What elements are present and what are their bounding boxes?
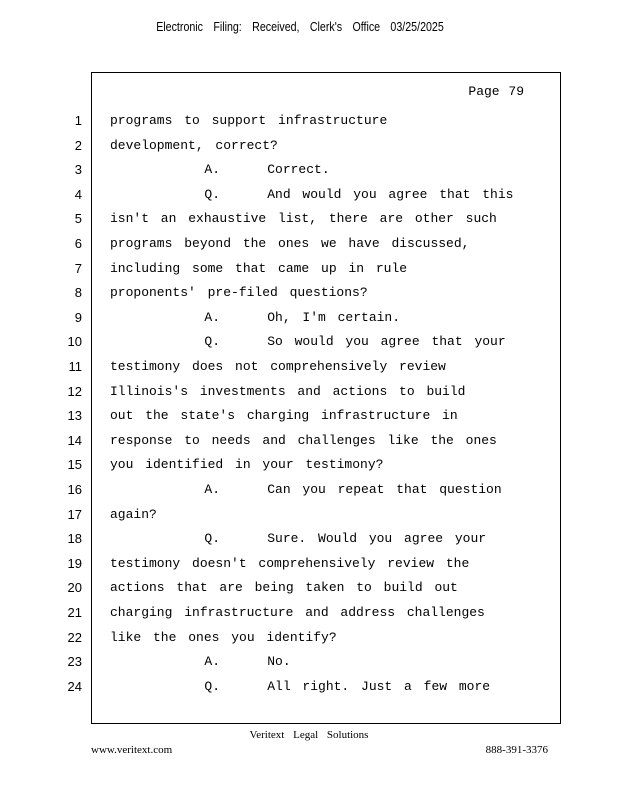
line-text: Q. Sure. Would you agree your — [110, 531, 487, 547]
line-text: including some that came up in rule — [110, 260, 408, 276]
line-number: 5 — [74, 211, 82, 227]
line-text: Q. All right. Just a few more — [110, 678, 491, 694]
line-number: 10 — [67, 334, 82, 350]
line-number: 1 — [74, 113, 82, 128]
transcript-page — [67, 72, 561, 724]
line-text: programs to support infrastructure — [110, 113, 388, 128]
line-text: Q. So would you agree that your — [110, 334, 506, 350]
line-text: A. No. — [110, 654, 291, 670]
line-number: 16 — [67, 482, 82, 497]
line-text: testimony doesn't comprehensively review the — [110, 555, 470, 571]
line-number: 19 — [67, 555, 82, 571]
line-text: proponents' pre-filed questions? — [110, 285, 368, 301]
page-number: Page 79 — [468, 84, 524, 99]
line-number: 3 — [74, 162, 82, 178]
line-number: 9 — [74, 309, 82, 325]
line-number: 13 — [67, 408, 82, 424]
line-text: out the state's charging infrastructure in — [110, 408, 458, 424]
line-number: 17 — [67, 506, 82, 522]
line-text: charging infrastructure and address challenges — [110, 605, 485, 620]
line-number: 22 — [67, 629, 82, 645]
line-text: again? — [110, 506, 157, 522]
line-number: 12 — [67, 383, 82, 399]
line-number: 6 — [74, 236, 82, 251]
line-text: Q. And would you agree that this — [110, 186, 514, 202]
line-text: you identified in your testimony? — [110, 457, 384, 473]
footer-company: Veritext Legal Solutions — [249, 729, 369, 741]
line-number: 2 — [74, 137, 82, 153]
line-number: 7 — [74, 260, 82, 276]
line-number: 8 — [74, 285, 82, 301]
line-number: 18 — [67, 531, 82, 547]
line-text: A. Oh, I'm certain. — [110, 309, 401, 325]
line-text: A. Can you repeat that question — [110, 482, 502, 497]
line-text: A. Correct. — [110, 162, 330, 178]
line-number: 14 — [67, 432, 82, 448]
line-number: 24 — [67, 678, 82, 694]
line-text: actions that are being taken to build out — [110, 580, 458, 596]
line-number: 23 — [67, 654, 82, 670]
footer-phone: 888-391-3376 — [485, 744, 548, 756]
line-text: development, correct? — [110, 137, 278, 153]
line-number: 21 — [67, 605, 82, 620]
line-text: response to needs and challenges like the ones — [110, 432, 497, 448]
footer-website: www.veritext.com — [91, 744, 173, 756]
line-number: 11 — [68, 359, 82, 374]
line-number: 4 — [74, 186, 82, 202]
line-text: programs beyond the ones we have discussed, — [110, 236, 470, 251]
line-text: like the ones you identify? — [110, 629, 337, 645]
line-number: 15 — [67, 457, 82, 473]
line-text: isn't an exhaustive list, there are other such — [110, 211, 497, 227]
line-text: testimony does not comprehensively review — [110, 359, 446, 374]
line-text: Illinois's investments and actions to build — [110, 383, 466, 399]
filing-stamp-header: Electronic Filing: Received, Clerk's Office 03/25/2025 — [156, 19, 444, 34]
line-number: 20 — [67, 580, 82, 596]
